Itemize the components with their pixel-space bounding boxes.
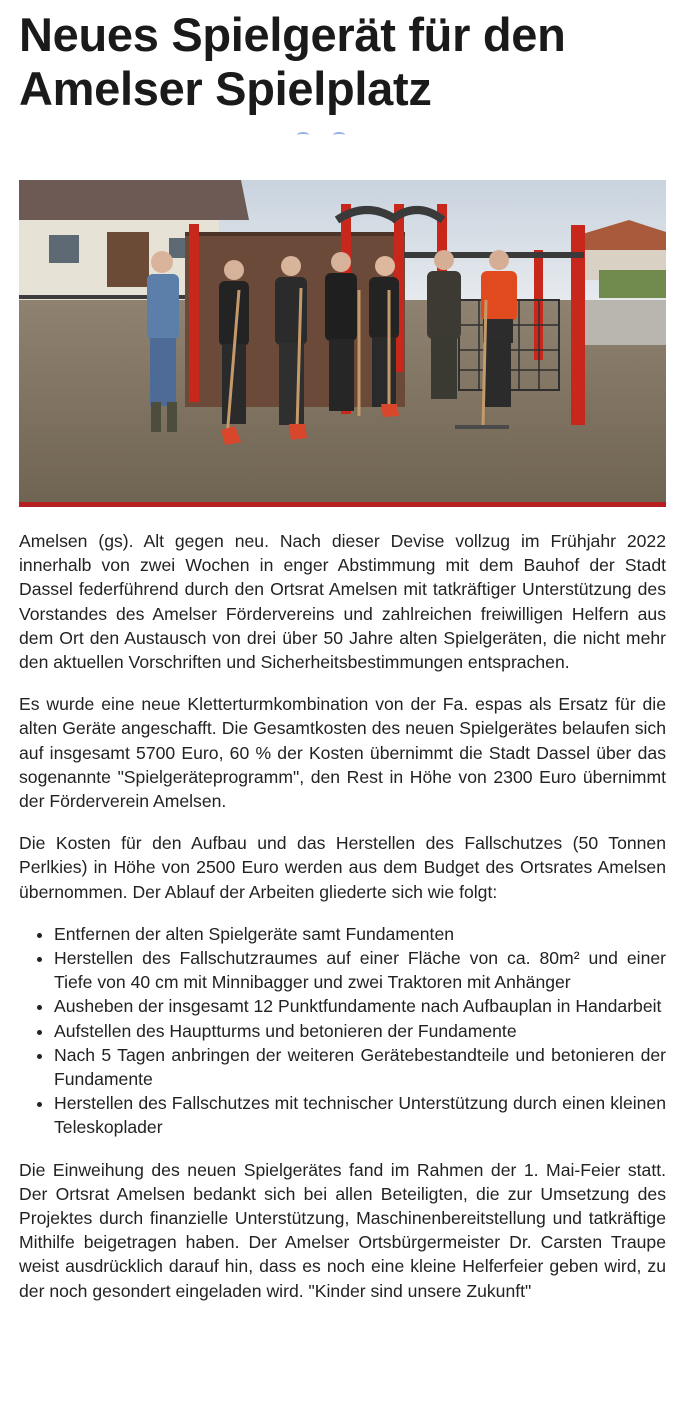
paragraph-budget: Die Kosten für den Aufbau und das Herstellen des Fallschutzes (50 Tonnen Perlkies) in Höhe von 2500 Euro werden aus dem Budget des Ortsrates Amelsen übernommen. Der Ablauf der Arbeiten gliederte sich wie folgt: — [19, 833, 666, 902]
list-item: • Aufstellen des Hauptturms und betonieren der Fundamente — [54, 1019, 666, 1043]
article — [19, 0, 666, 1301]
list-item: • Ausheben der insgesamt 12 Punktfundamente nach Aufbauplan in Handarbeit — [54, 994, 666, 1018]
work-steps-list — [19, 922, 666, 1140]
list-item: • Herstellen des Fallschutzes mit technischer Unterstützung durch einen kleinen Teleskoplader — [54, 1091, 666, 1139]
article-title: Neues Spielgerät für den Amelser Spielplatz — [19, 8, 566, 115]
list-item: • Entfernen der alten Spielgeräte samt Fundamenten — [54, 922, 666, 946]
loading-indicator-icon — [297, 132, 347, 138]
paragraph-costs: Es wurde eine neue Kletterturmkombination von der Fa. espas als Ersatz für die alten Geräte angeschafft. Die Gesamtkosten des neuen Spielgerätes belaufen sich auf insgesamt 5700 Euro, 60 % der Kosten übernimmt die Stadt Dassel über das sogenannte "Spielgeräteprogramm", den Rest in Höhe von 2300 Euro übernimmt der Förderverein Amelsen. — [19, 694, 666, 812]
list-item: • Herstellen des Fallschutzraumes auf einer Fläche von ca. 80m² und einer Tiefe von 40 cm mit Minnibagger und zwei Traktoren mit Anhänger — [54, 946, 666, 994]
article-photo — [19, 180, 666, 507]
article-body — [19, 529, 666, 1321]
list-item: • Nach 5 Tagen anbringen der weiteren Gerätebestandteile und betonieren der Fundamente — [54, 1043, 666, 1091]
paragraph-closing: Die Einweihung des neuen Spielgerätes fand im Rahmen der 1. Mai-Feier statt. Der Ortsrat Amelsen bedankt sich bei allen Beteiligten, die zur Umsetzung des Projektes durch finanzielle Unterstützung, Maschinenbereitstellung und tatkräftige Mithilfe beigetragen haben. Der Amelser Ortsbürgermeister Dr. Carsten Traupe weist ausdrücklich darauf hin, dass es noch eine kleine Helferfeier geben wird, zu der noch gesondert eingeladen wird. "Kinder sind unsere Zukunft" — [19, 1159, 666, 1301]
paragraph-intro: Amelsen (gs). Alt gegen neu. Nach dieser Devise vollzug im Frühjahr 2022 innerhalb von zwei Wochen in enger Abstimmung mit dem Bauhof der Stadt Dassel federführend durch den Ortsrat Amelsen mit tatkräftiger Unterstützung des Vorstandes des Amelser Fördervereins und zahlreichen freiwilligen Helfern aus dem Ort den Austausch von drei über 50 Jahre alten Spielgeräten, die nicht mehr den aktuellen Vorschriften und Sicherheitsbestimmungen entsprachen. — [19, 531, 666, 673]
